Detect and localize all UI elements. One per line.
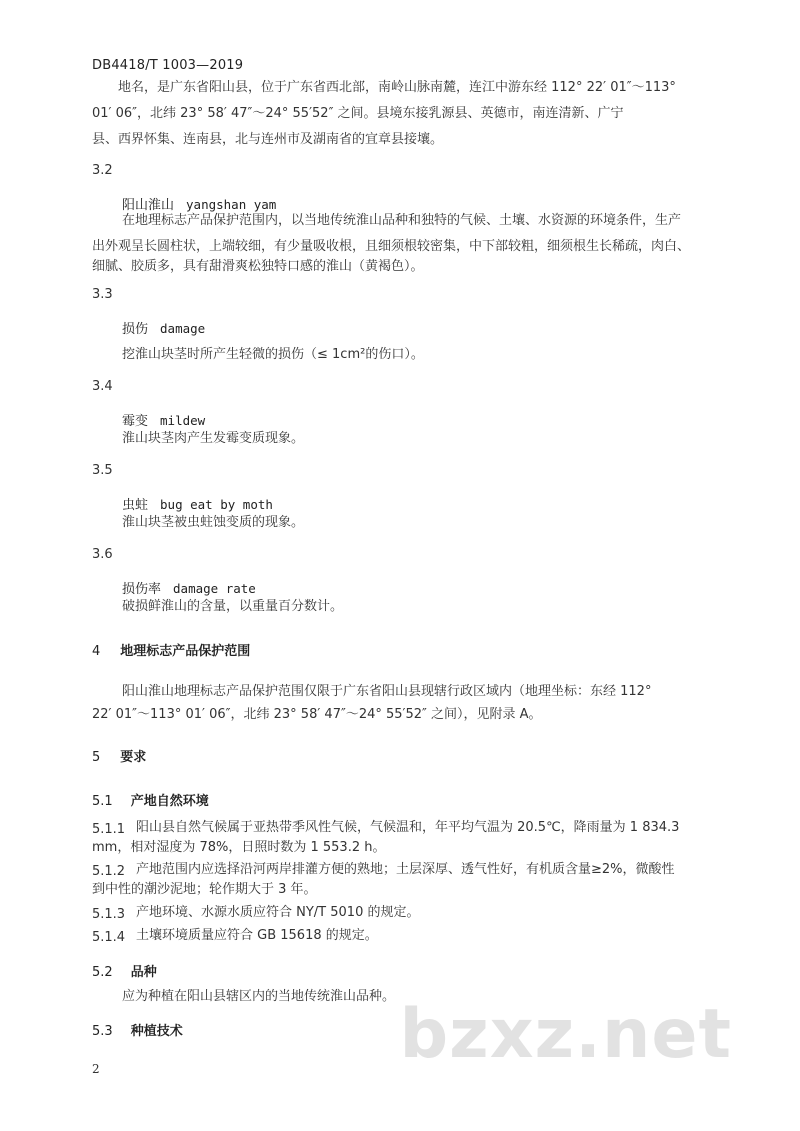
subsection-title: 产地自然环境 [130, 794, 209, 809]
term-definition-line: 出外观呈长圆柱状，上端较细，有少量吸收根，且细须根较密集，中下部较粗，细须根生长稀疏，肉白、 [92, 239, 691, 254]
term-en: bug eat by moth [160, 497, 273, 512]
term-heading [122, 494, 273, 513]
term-number: 3.4 [92, 379, 113, 394]
term-zh: 虫蛀 [122, 498, 149, 513]
term-definition-line: 在地理标志产品保护范围内，以当地传统淮山品种和独特的气候、土壤、水资源的环境条件，生产 [122, 213, 682, 228]
subsection-heading [92, 790, 209, 809]
term-definition-line: 淮山块茎肉产生发霉变质现象。 [122, 431, 305, 446]
section-paragraph-line: 22′ 01″～113° 01′ 06″，北纬 23° 58′ 47″～24° 55′52″ 之间），见附录 A。 [92, 707, 542, 722]
section-heading [92, 640, 250, 659]
clause-number: 5.1.3 [92, 907, 126, 922]
term-number: 3.2 [92, 163, 113, 178]
section-title: 地理标志产品保护范围 [120, 644, 251, 659]
page-number: 2 [92, 1062, 100, 1076]
term-zh: 损伤率 [122, 582, 162, 597]
term-en: damage [160, 321, 206, 336]
subsection-heading [92, 961, 157, 980]
subsection-title: 种植技术 [130, 1024, 183, 1039]
section-title: 要求 [120, 750, 147, 765]
term-definition-line: 挖淮山块茎时所产生轻微的损伤（≤ 1cm²的伤口）。 [122, 347, 424, 362]
term-zh: 阳山淮山 [122, 198, 175, 213]
subsection-number: 5.3 [92, 1024, 113, 1039]
clause-text-line: 产地环境、水源水质应符合 NY/T 5010 的规定。 [136, 905, 420, 920]
term-heading [122, 410, 205, 429]
clause-text-line: 土壤环境质量应符合 GB 15618 的规定。 [136, 928, 378, 943]
document-code: DB4418/T 1003—2019 [92, 58, 244, 73]
term-en: yangshan yam [186, 197, 277, 212]
section-number: 4 [92, 644, 101, 659]
intro-line-1: 地名，是广东省阳山县，位于广东省西北部，南岭山脉南麓，连江中游东经 112° 22′ 01″～113° [118, 80, 676, 95]
term-en: mildew [160, 413, 206, 428]
term-number: 3.6 [92, 547, 113, 562]
term-heading [122, 318, 205, 337]
term-zh: 霉变 [122, 414, 149, 429]
section-paragraph-line: 阳山淮山地理标志产品保护范围仅限于广东省阳山县现辖行政区域内（地理坐标：东经 112° [122, 684, 652, 699]
clause-number: 5.1.4 [92, 930, 126, 945]
clause-text-line: 产地范围内应选择沿河两岸排灌方便的熟地；土层深厚、透气性好，有机质含量≥2%，微酸性 [136, 862, 675, 877]
subsection-number: 5.1 [92, 794, 113, 809]
clause-text-line: 应为种植在阳山县辖区内的当地传统淮山品种。 [122, 989, 396, 1004]
subsection-title: 品种 [130, 965, 157, 980]
subsection-heading [92, 1020, 183, 1039]
intro-line-3: 县、西界怀集、连南县，北与连州市及湖南省的宜章县接壤。 [92, 132, 444, 147]
watermark: bzxz.net [399, 995, 732, 1074]
term-en: damage rate [173, 581, 256, 596]
section-heading [92, 746, 146, 765]
section-number: 5 [92, 750, 101, 765]
clause-number: 5.1.1 [92, 822, 126, 837]
term-zh: 损伤 [122, 322, 149, 337]
term-heading [122, 578, 256, 597]
term-number: 3.3 [92, 287, 113, 302]
clause-text-line: mm，相对湿度为 78%，日照时数为 1 553.2 h。 [92, 840, 386, 855]
clause-text-line: 到中性的潮沙泥地；轮作期大于 3 年。 [92, 882, 317, 897]
term-definition-line: 淮山块茎被虫蛀蚀变质的现象。 [122, 515, 305, 530]
clause-number: 5.1.2 [92, 864, 126, 879]
clause-text-line: 阳山县自然气候属于亚热带季风性气候，气候温和，年平均气温为 20.5℃，降雨量为 1 834.3 [136, 820, 680, 835]
term-definition-line: 细腻、胶质多，具有甜滑爽松独特口感的淮山（黄褐色）。 [92, 259, 424, 274]
term-number: 3.5 [92, 463, 113, 478]
subsection-number: 5.2 [92, 965, 113, 980]
term-definition-line: 破损鲜淮山的含量，以重量百分数计。 [122, 599, 344, 614]
intro-line-2: 01′ 06″，北纬 23° 58′ 47″～24° 55′52″ 之间。县境东接乳源县、英德市，南连清新、广宁 [92, 106, 624, 121]
